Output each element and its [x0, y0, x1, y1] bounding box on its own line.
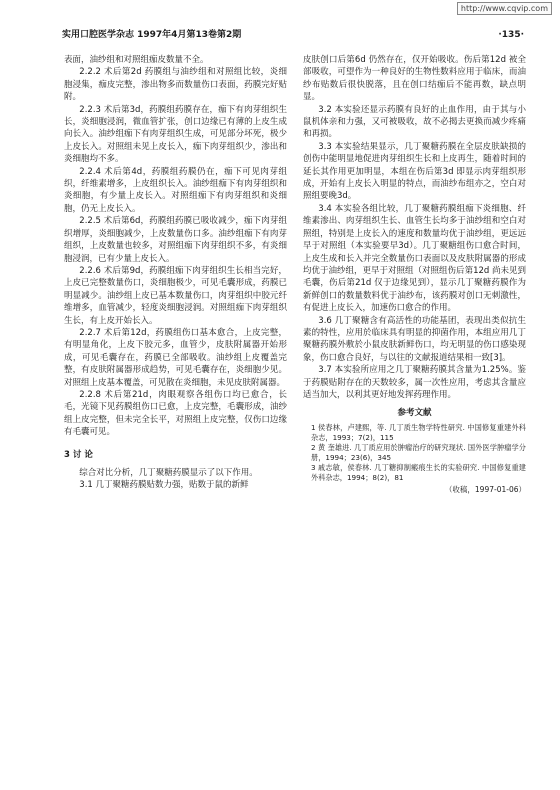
paragraph: 2.2.8 术后第21d，肉眼观察各组伤口均已愈合，长毛，光镜下见药膜组伤口已愈，上皮完整，毛囊形成，油纱组上皮完整，但未完全长平，对照组上皮完整，仅伤口边缘有毛囊可见。	[64, 389, 287, 438]
reference-item: 3 戚志敏，侯春林. 几丁糖抑制瘢痕生长的实验研究. 中国修复重建外科杂志，1994；8(2)，81	[311, 462, 526, 482]
right-column	[303, 54, 526, 495]
section-heading: 3 讨 论	[64, 449, 93, 460]
paragraph: 2.2.2 术后第2d 药膜组与油纱组和对照组比较，炎细胞浸集，痂皮完整，渗出物多而数量伤口表面，药膜完好贴附。	[64, 67, 287, 103]
left-column	[64, 54, 287, 492]
reference-item: 2 黄 奎雄进. 几丁质应用於肿瘤治疗的研究现状. 国外医学肿瘤学分册，1994；23(6)，345	[311, 442, 526, 462]
paragraph: 3.4 本实验各组比较，几丁聚糖药膜组痂下炎细胞、纤维素渗出、肉芽组织生长、血管生长均多于油纱组和空白对照组，特别是上皮长入的速度和数量均优于油纱组，更远远早于对照组（本实验要早3d）。几丁聚糖组伤口愈合时间，上皮生成和长入并完全数量伤口表面以及皮肤附属器的形成均优于油纱组，更早于对照组（对照组伤后第12d 尚未见到毛囊，伤后第21d 仅于边缘见到），显示几丁聚糖药膜作为新鲜创口的数量数料优于油纱布，该药膜对创口无刺激性，有促进上皮长入，加速伤口愈合的作用。	[303, 203, 526, 314]
paragraph: 综合对比分析，几丁聚糖药膜显示了以下作用。	[79, 468, 258, 478]
paragraph: 3.2 本实验还显示药膜有良好的止血作用，由于其与小鼠机体亲和力强，又可被吸收，故不必揭去更换而减少疼痛和再损。	[303, 104, 526, 140]
reference-item: 1 侯春林，卢建熙，等. 几丁质生物学特性研究. 中国修复重建外科杂志，1993；7(2)，115	[311, 422, 526, 442]
source-watermark: http://www.cqvip.com	[457, 2, 552, 15]
paragraph: 2.2.5 术后第6d，药膜组药膜已吸收减少，痂下肉芽组织增厚，炎细胞减少，上皮数量伤口多。油纱组痂下有肉芽组织，上皮数量也较多，对照组痂下肉芽组织不多，有炎细胞浸润，已有少量上皮长入。	[64, 216, 287, 264]
paragraph: 3.3 本实验结果显示，几丁聚糖药膜在全层皮肤缺损的创伤中能明显地促进肉芽组织生长和上皮再生，随着时间的延长其作用更加明显，本组在伤后第3d 即显示肉芽组织形成，开始有上皮长入明显的特点，而油纱布组亦之，空白对照组要晚3d。	[303, 141, 526, 202]
paragraph: 3.1 几丁聚糖药膜贴数力强，贴数于鼠的新鲜	[79, 480, 249, 491]
paragraph: 2.2.6 术后第9d，药膜组痂下肉芽组织生长相当完好，上皮已完整数量伤口，炎细胞极少，可见毛囊形成，药膜已明显减少。油纱组上皮已基本数量伤口，肉芽组织中胶元纤维增多，血管减少，轻度炎细胞浸润。对照组痂下肉芽组织生长，有上皮开始长入。	[64, 265, 287, 326]
paragraph: 2.2.4 术后第4d，药膜组药膜仍在，痂下可见肉芽组织，纤维素增多，上皮组织长入。油纱组痂下有肉芽组织和炎细胞，有少量上皮长入。对照组痂下有肉芽组织和炎细胞，仍无上皮长入。	[64, 166, 287, 214]
received-date: （收稿，1997-01-06）	[444, 484, 526, 494]
journal-title: 实用口腔医学杂志 1997年4月第13卷第2期	[62, 30, 242, 40]
paragraph: 皮肤创口后第6d 仍然存在，仅开始吸收。伤后第12d 被全部吸收，可望作为一种良好的生物性数料应用于临床，而油纱布贴数后很快脱落，且在创口结痂后不能再数，缺点明显。	[303, 55, 526, 103]
paragraph: 3.6 几丁聚糖含有高活性的功能基团，表现出类似抗生素的特性，应用於临床具有明显的抑菌作用，本组应用几丁聚糖药膜外敷於小鼠皮肤新鲜伤口，均无明显的伤口感染现象，伤口愈合良好，与以往的文献报道结果相一致[3]。	[303, 315, 526, 363]
references-heading: 参考文献	[397, 408, 432, 419]
paragraph: 3.7 本实验所应用之几丁聚糖药膜其含量为1.25%。鉴于药膜贴附存在的天数较多，属一次性应用，考虑其含量应适当加大，以利其更好地发挥药理作用。	[303, 365, 526, 400]
page-number: ·135·	[498, 30, 524, 40]
paragraph: 2.2.3 术后第3d，药膜组药膜存在，痂下有肉芽组织生长，炎细胞浸润，微血管扩张，创口边缘已有薄的上皮生成向长入。油纱组痂下有肉芽组织生成，可见部分坏死，极少上皮长入。对照组未见上皮长入，痂下肉芽组织少，渗出和炎细胞均不多。	[64, 104, 287, 165]
running-header	[62, 28, 524, 42]
paragraph: 2.2.7 术后第12d，药膜组伤口基本愈合，上皮完整，有明显角化，上皮下胶元多，血管少，皮肤附属器开始形成，可见毛囊存在，药膜已全部吸收。油纱组上皮覆盖完整，有皮肤附属器形成趋势，可见毛囊存在，炎细胞少见。对照组上皮基本覆盖，可见散在炎细胞，未见皮肤附属器。	[64, 327, 287, 388]
paragraph: 表面，油纱组和对照组痂皮数量不全。	[64, 55, 209, 65]
